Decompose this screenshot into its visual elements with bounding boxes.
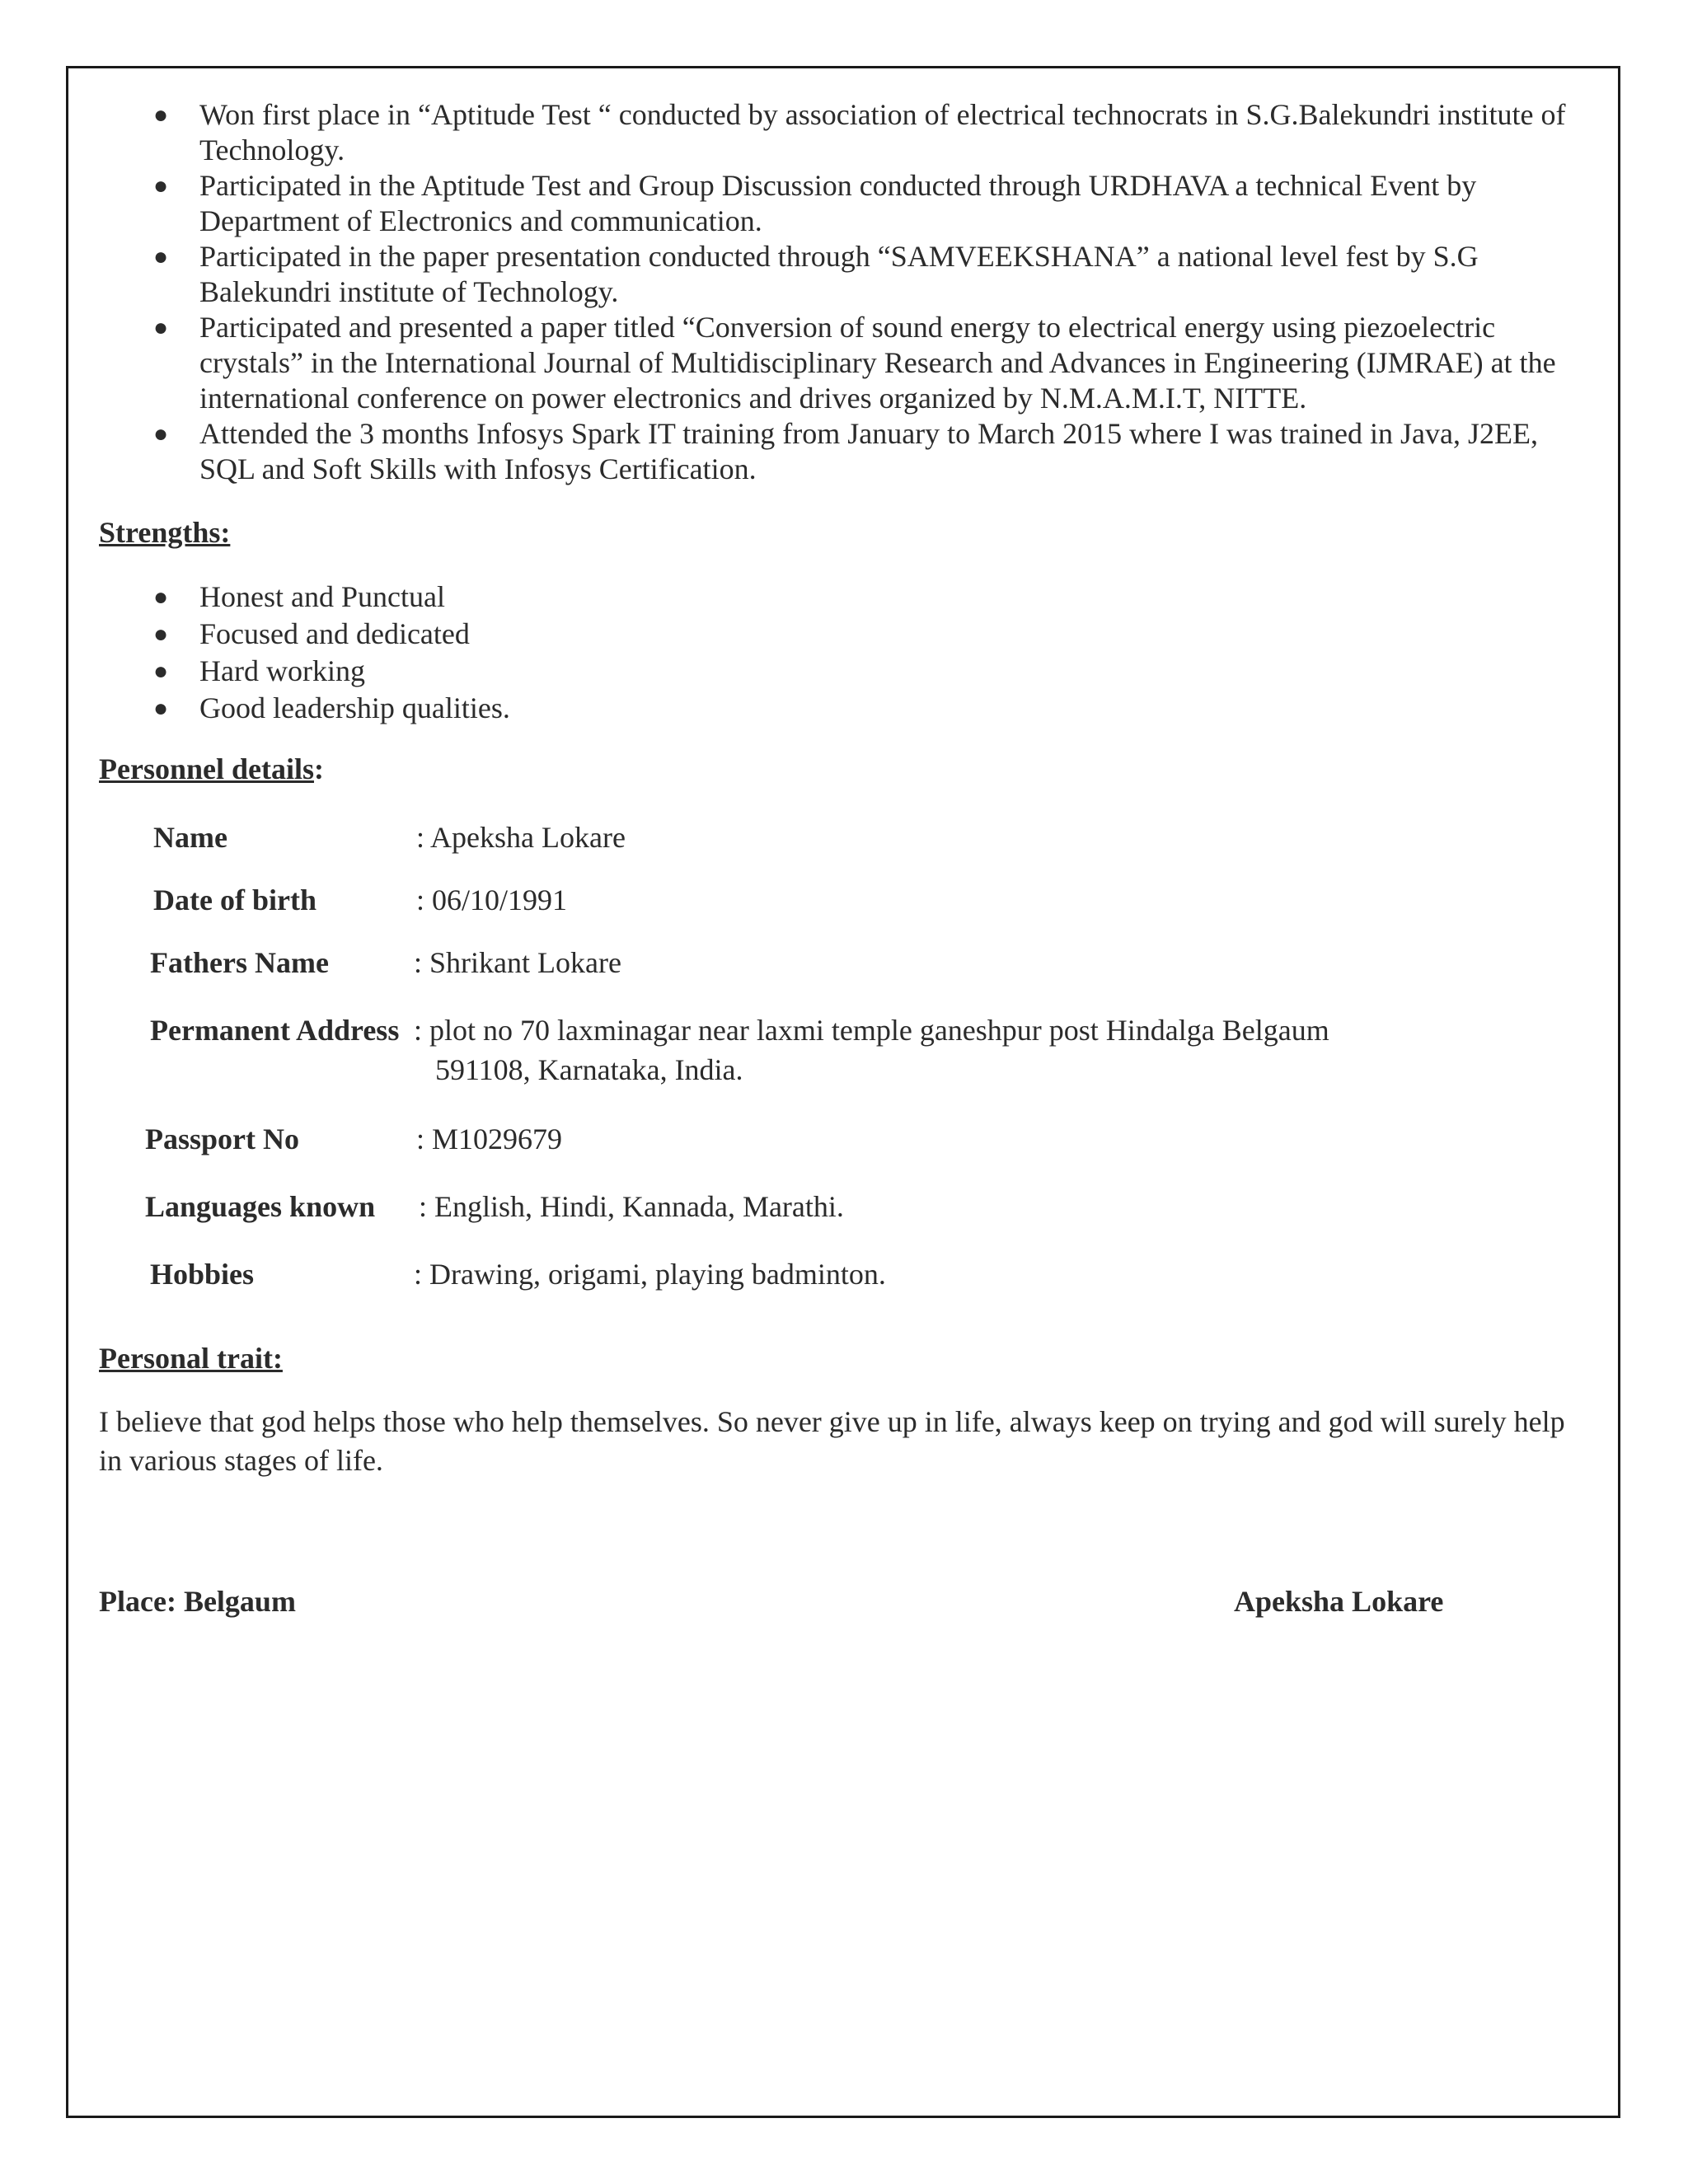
- list-item: ● Good leadership qualities.: [99, 690, 1599, 727]
- bullet-icon: ●: [153, 583, 169, 611]
- list-item: ● Participated in the paper presentation conducted through “SAMVEEKSHANA” a national level fest by S.G Balekundri institute of Technology.: [153, 240, 1479, 308]
- detail-label: Hobbies: [150, 1258, 255, 1291]
- bullet-icon: ●: [153, 172, 169, 199]
- list-item: ● Hard working: [99, 653, 1599, 690]
- bullet-icon: ●: [153, 621, 169, 648]
- detail-label: Fathers Name: [150, 946, 329, 979]
- personnel-details: [99, 787, 1599, 1364]
- detail-value: : 06/10/1991: [416, 883, 568, 916]
- bullet-icon: ●: [153, 101, 169, 129]
- list-item: ● Focused and dedicated: [99, 616, 1599, 653]
- list-item: ● Attended the 3 months Infosys Spark IT training from January to March 2015 where I was trained in Java, J2EE, SQL and Soft Skills with Infosys Certification.: [153, 417, 1538, 485]
- detail-value: : Apeksha Lokare: [416, 821, 626, 854]
- list-item: ● Won first place in “Aptitude Test “ conducted by association of electrical technocrats in S.G.Balekundri institute of Technology.: [153, 98, 1566, 166]
- resume-content: [99, 97, 1599, 1480]
- detail-value: 591108, Karnataka, India.: [435, 1053, 743, 1086]
- detail-value: : Drawing, origami, playing badminton.: [414, 1258, 886, 1291]
- detail-value: : English, Hindi, Kannada, Marathi.: [419, 1190, 844, 1223]
- bullet-icon: ●: [153, 314, 169, 341]
- bullet-icon: ●: [153, 695, 169, 722]
- detail-label: Date of birth: [153, 883, 316, 916]
- detail-label: Passport No: [145, 1122, 299, 1155]
- detail-label: Languages known: [145, 1190, 376, 1223]
- detail-label: Permanent Address: [150, 1014, 400, 1047]
- detail-value: : Shrikant Lokare: [414, 946, 621, 979]
- bullet-icon: ●: [153, 243, 169, 270]
- strengths-list: [99, 579, 1599, 727]
- signature-name: Apeksha Lokare: [1234, 1585, 1444, 1618]
- place-label: Place: Belgaum: [99, 1585, 296, 1618]
- detail-value: : M1029679: [416, 1122, 563, 1155]
- achievements-list: [99, 97, 1591, 487]
- detail-value: : plot no 70 laxminagar near laxmi temple ganeshpur post Hindalga Belgaum: [414, 1014, 1329, 1047]
- bullet-icon: ●: [153, 420, 169, 448]
- detail-label: Name: [153, 821, 227, 854]
- personal-trait-text: I believe that god helps those who help themselves. So never give up in life, always keep on trying and god will surely help in various stages of life.: [99, 1405, 1565, 1477]
- personal-trait-heading: Personal trait:: [99, 1342, 283, 1375]
- list-item: ● Participated and presented a paper titled “Conversion of sound energy to electrical energy using piezoelectric crystals” in the International Journal of Multidisciplinary Research and Advances in Engineering (IJMRAE) at the international conference on power electronics and drives organized by N.M.A.M.I.T, NITTE.: [153, 311, 1556, 415]
- strengths-heading: Strengths:: [99, 516, 231, 549]
- personnel-heading: Personnel details:: [99, 752, 324, 785]
- bullet-icon: ●: [153, 658, 169, 685]
- list-item: ● Honest and Punctual: [99, 579, 1599, 616]
- list-item: ● Participated in the Aptitude Test and Group Discussion conducted through URDHAVA a technical Event by Department of Electronics and communication.: [153, 169, 1477, 237]
